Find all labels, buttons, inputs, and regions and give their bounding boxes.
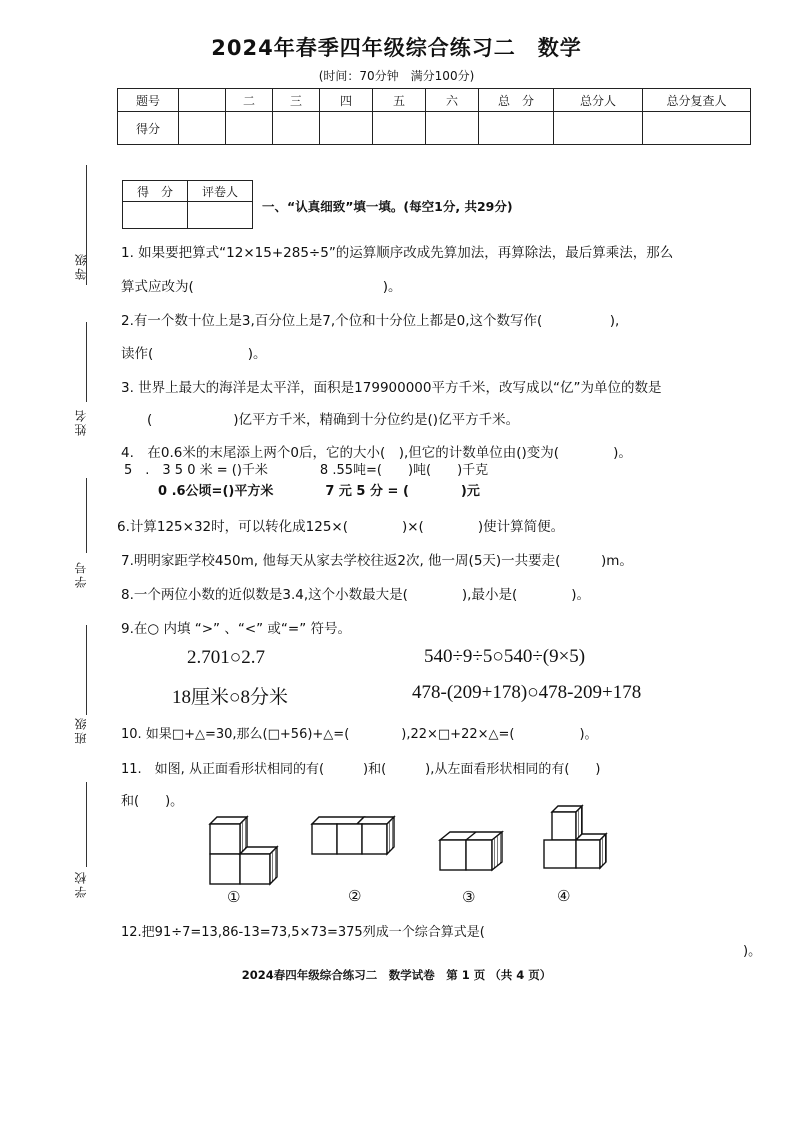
question-2-line-1: 2.有一个数十位上是3,百分位上是7,个位和十分位上都是0,这个数写作( ), <box>121 313 620 329</box>
grader-box <box>122 180 253 229</box>
question-5-line-2: 0 .6公顷=()平方米 7 元 5 分 = ( )元 <box>158 484 480 499</box>
question-10: 10. 如果□+△=30,那么(□+56)+△=( ),22×□+22×△=( )。 <box>121 727 598 742</box>
figure-label-1: ① <box>227 888 241 906</box>
question-4: 4. 在0.6米的末尾添上两个0后，它的大小( ),但它的计数单位由()变为( )。 <box>121 445 632 461</box>
score-cell <box>554 112 643 145</box>
grader-score-cell <box>123 202 188 229</box>
comparison-4: 478-(209+178)○478-209+178 <box>412 682 642 703</box>
question-12-line-1: 12.把91÷7=13,86-13=73,5×73=375列成一个综合算式是( <box>121 925 485 940</box>
margin-line <box>86 322 87 402</box>
score-header-cell: 二 <box>226 89 273 112</box>
comparison-3: 18厘米○8分米 <box>172 687 288 708</box>
page-title: 2024年春季四年级综合练习二 数学 <box>211 36 582 60</box>
score-header-cell: 三 <box>273 89 320 112</box>
score-header-cell: 总 分 <box>479 89 554 112</box>
question-11-line-2: 和( )。 <box>121 794 184 809</box>
question-1-line-1: 1. 如果要把算式“12×15+285÷5”的运算顺序改成先算加法，再算除法，最后算乘法，那么 <box>121 245 674 261</box>
score-cell <box>426 112 479 145</box>
sidebar-school-label: 学校 <box>74 870 88 898</box>
exam-subtitle: (时间：70分钟 满分100分) <box>318 69 475 83</box>
comparison-2: 540÷9÷5○540÷(9×5) <box>424 646 586 667</box>
score-header-cell: 五 <box>373 89 426 112</box>
question-1-line-2: 算式应改为( )。 <box>121 279 402 295</box>
figure-label-2: ② <box>348 887 362 905</box>
figure-1 <box>210 817 277 884</box>
score-cell <box>179 112 226 145</box>
question-5-line-1: 5 . 3 5 0 米 = ()千米 8 .55吨=( )吨( )千克 <box>124 463 489 478</box>
score-cell <box>643 112 751 145</box>
score-table <box>117 88 751 145</box>
margin-line <box>86 625 87 715</box>
question-6: 6.计算125×32时，可以转化成125×( )×( )使计算简便。 <box>117 519 565 535</box>
question-7: 7.明明家距学校450m, 他每天从家去学校往返2次, 他一周(5天)一共要走( )m。 <box>121 553 633 569</box>
section-heading: 一、“认真细致”填一填。(每空1分, 共29分) <box>262 199 513 214</box>
figure-label-4: ④ <box>557 887 571 905</box>
grader-score-label: 得 分 <box>123 181 188 202</box>
score-cell <box>226 112 273 145</box>
score-header-cell: 总分人 <box>554 89 643 112</box>
sidebar-class-label: 班级 <box>74 716 88 744</box>
page-footer: 2024春四年级综合练习二 数学试卷 第 1 页 （共 4 页） <box>241 968 552 982</box>
question-3-line-1: 3. 世界上最大的海洋是太平洋，面积是179900000平方千米，改写成以“亿”为单位的数是 <box>121 380 662 396</box>
question-12-line-2: )。 <box>743 944 762 959</box>
grader-name-label: 评卷人 <box>188 181 253 202</box>
score-row-label: 得分 <box>118 112 179 145</box>
score-cell <box>373 112 426 145</box>
score-cell <box>479 112 554 145</box>
figure-3 <box>440 832 502 870</box>
figure-2 <box>312 817 394 854</box>
score-cell <box>273 112 320 145</box>
margin-line <box>86 478 87 553</box>
question-2-line-2: 读作( )。 <box>121 346 267 362</box>
score-header-cell: 题号 <box>118 89 179 112</box>
question-3-line-2: ( )亿平方千米，精确到十分位约是()亿平方千米。 <box>147 412 520 428</box>
score-cell <box>320 112 373 145</box>
question-8: 8.一个两位小数的近似数是3.4,这个小数最大是( ),最小是( )。 <box>121 587 590 603</box>
figure-label-3: ③ <box>462 888 476 906</box>
margin-line <box>86 782 87 867</box>
score-header-cell: 六 <box>426 89 479 112</box>
figure-4 <box>544 806 606 868</box>
question-9: 9.在○ 内填 “>” 、“<” 或“=” 符号。 <box>121 621 352 637</box>
grader-name-cell <box>188 202 253 229</box>
score-header-cell <box>179 89 226 112</box>
sidebar-grade-label: 等级 <box>74 252 88 280</box>
sidebar-name-label: 姓名 <box>74 408 88 436</box>
score-header-cell: 总分复查人 <box>643 89 751 112</box>
comparison-1: 2.701○2.7 <box>187 647 265 668</box>
score-header-cell: 四 <box>320 89 373 112</box>
sidebar-number-label: 学号 <box>74 560 88 588</box>
question-11-line-1: 11. 如图, 从正面看形状相同的有( )和( ),从左面看形状相同的有( ) <box>121 762 601 777</box>
